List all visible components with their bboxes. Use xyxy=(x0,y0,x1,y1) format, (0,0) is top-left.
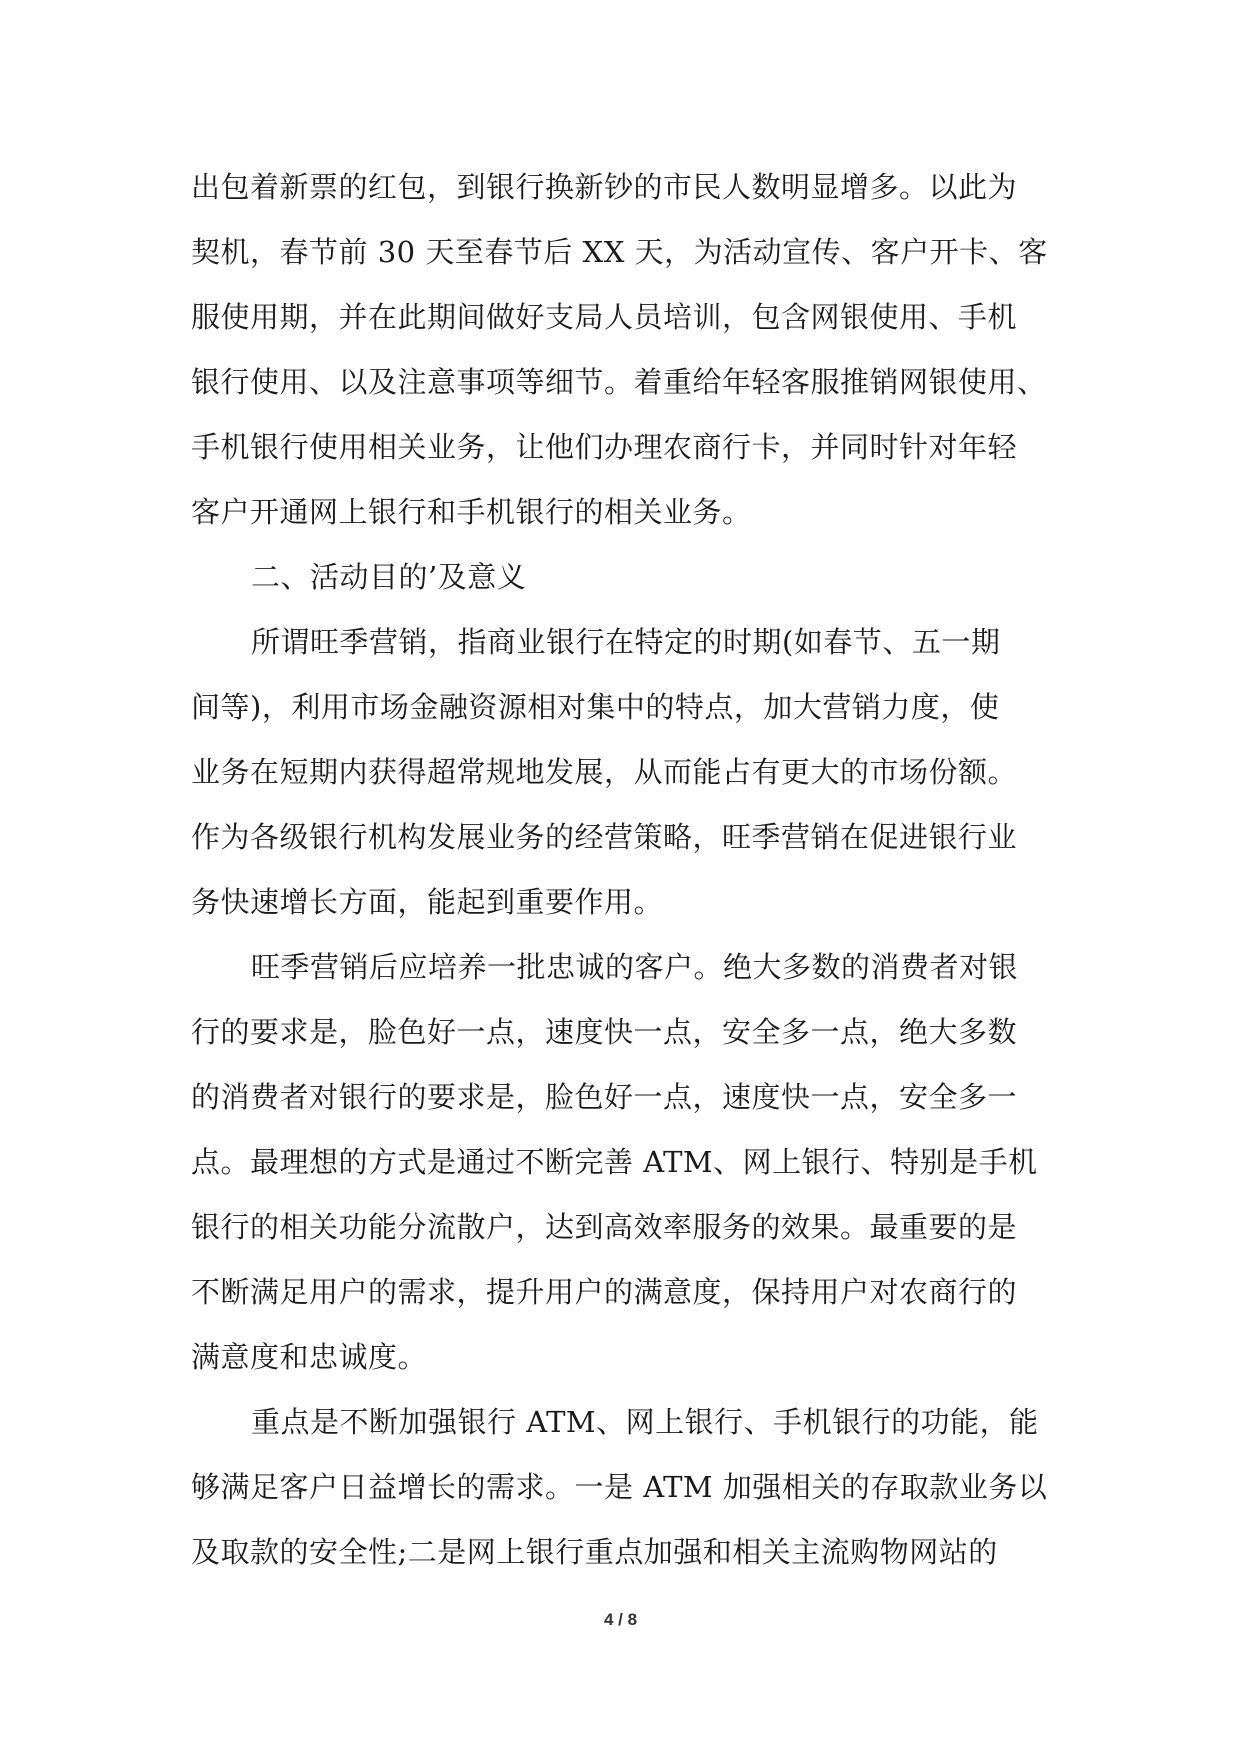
paragraph-line: 务快速增长方面，能起到重要作用。 xyxy=(191,885,664,919)
paragraph-line: 业务在短期内获得超常规地发展，从而能占有更大的市场份额。 xyxy=(191,755,1018,789)
paragraph-line: 所谓旺季营销，指商业银行在特定的时期(如春节、五一期 xyxy=(251,625,1001,659)
section-heading: 二、活动目的’及意义 xyxy=(251,560,527,594)
paragraph-line: 及取款的安全性;二是网上银行重点加强和相关主流购物网站的 xyxy=(191,1535,998,1569)
paragraph-line: 银行使用、以及注意事项等细节。着重给年轻客服推销网银使用、 xyxy=(191,365,1047,399)
paragraph-line: 点。最理想的方式是通过不断完善 ATM、网上银行、特别是手机 xyxy=(191,1145,1038,1179)
paragraph-line: 的消费者对银行的要求是，脸色好一点，速度快一点，安全多一 xyxy=(191,1080,1018,1114)
paragraph-line: 旺季营销后应培养一批忠诚的客户。绝大多数的消费者对银 xyxy=(251,950,1019,984)
paragraph-line: 行的要求是，脸色好一点，速度快一点，安全多一点，绝大多数 xyxy=(191,1015,1018,1049)
paragraph-line: 出包着新票的红包，到银行换新钞的市民人数明显增多。以此为 xyxy=(191,170,1018,204)
paragraph-line: 不断满足用户的需求，提升用户的满意度，保持用户对农商行的 xyxy=(191,1275,1018,1309)
paragraph-line: 重点是不断加强银行 ATM、网上银行、手机银行的功能，能 xyxy=(251,1405,1039,1439)
paragraph-line: 满意度和忠诚度。 xyxy=(191,1340,428,1374)
paragraph-line: 够满足客户日益增长的需求。一是 ATM 加强相关的存取款业务以 xyxy=(191,1470,1048,1504)
paragraph-line: 服使用期，并在此期间做好支局人员培训，包含网银使用、手机 xyxy=(191,300,1018,334)
page-number: 4 / 8 xyxy=(603,1610,638,1629)
paragraph-line: 契机，春节前 30 天至春节后 XX 天，为活动宣传、客户开卡、客 xyxy=(191,235,1048,269)
paragraph-line: 银行的相关功能分流散户，达到高效率服务的效果。最重要的是 xyxy=(191,1210,1018,1244)
paragraph-line: 手机银行使用相关业务，让他们办理农商行卡，并同时针对年轻 xyxy=(191,430,1018,464)
paragraph-line: 作为各级银行机构发展业务的经营策略，旺季营销在促进银行业 xyxy=(191,820,1018,854)
paragraph-line: 客户开通网上银行和手机银行的相关业务。 xyxy=(191,495,752,529)
paragraph-line: 间等)，利用市场金融资源相对集中的特点，加大营销力度，使 xyxy=(191,690,1000,724)
